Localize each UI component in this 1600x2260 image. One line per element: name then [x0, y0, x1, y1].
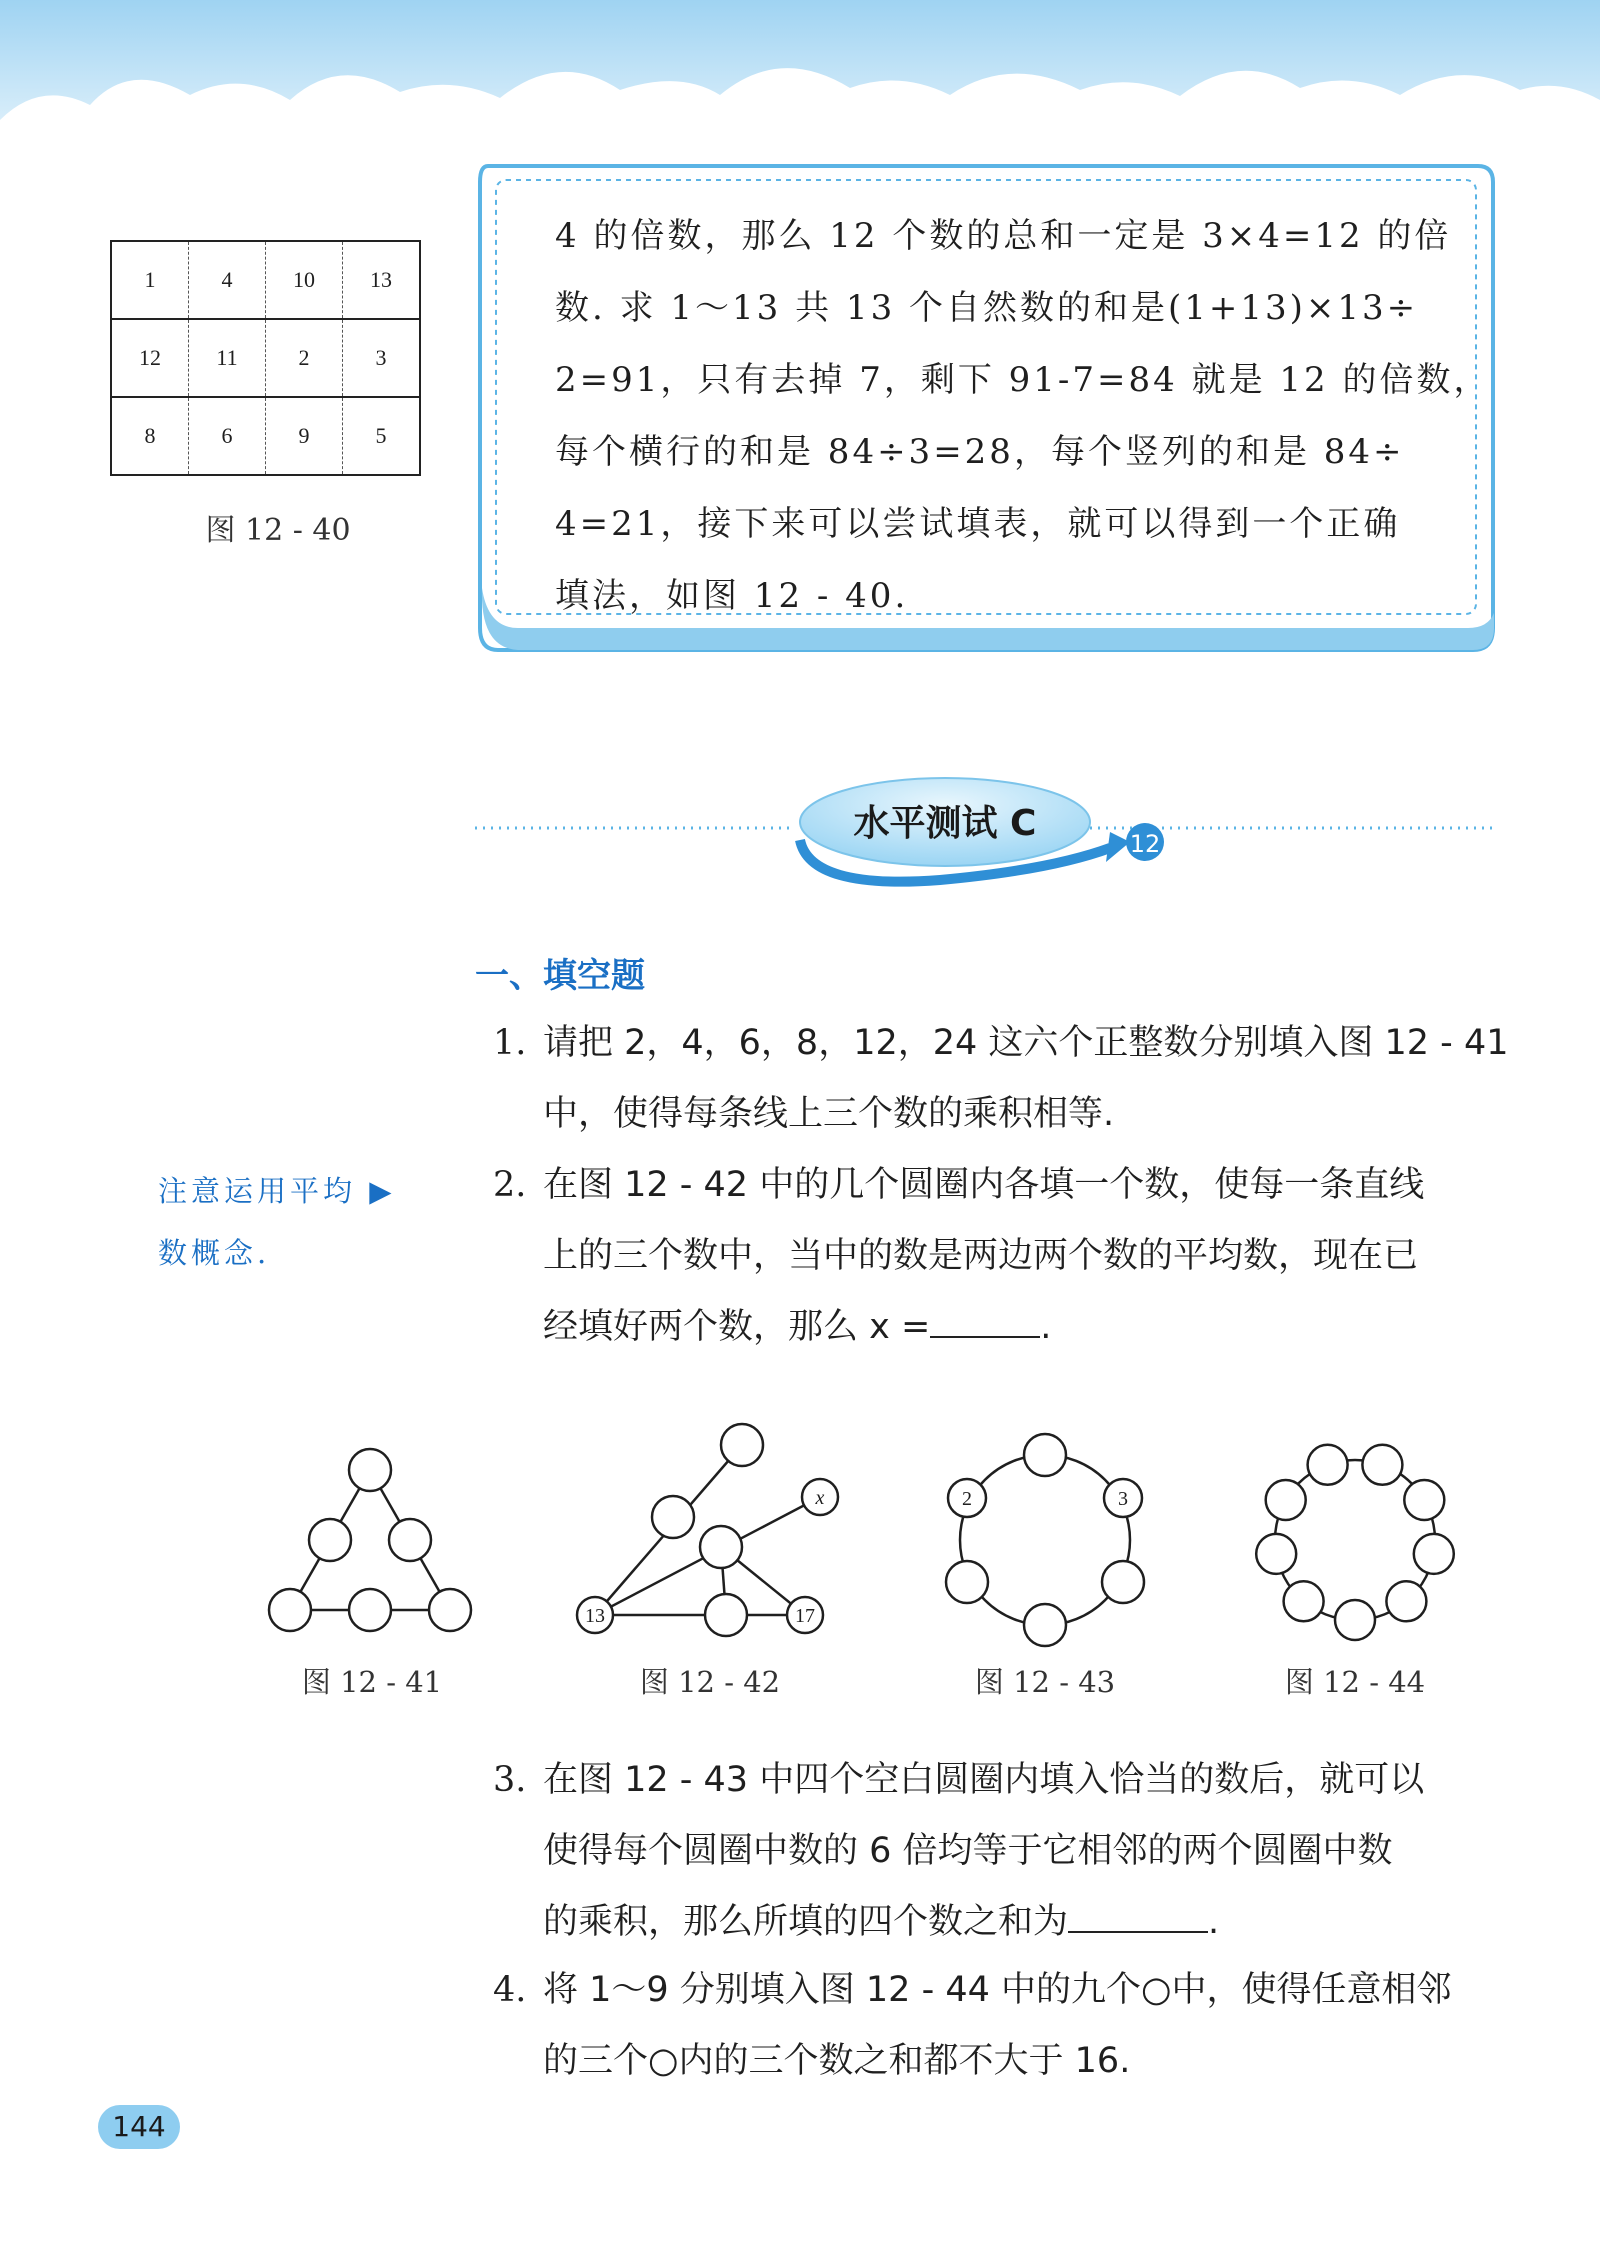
table-cell: 10: [266, 241, 343, 319]
blank-circle: [349, 1449, 391, 1491]
table-row: [111, 319, 420, 397]
figure-12-40-table: [110, 240, 421, 476]
blank-circle: [1386, 1581, 1426, 1621]
question-text: .: [1040, 1307, 1052, 1347]
blank-circle: [1414, 1534, 1454, 1574]
question-text: 将 1～9 分别填入图 12 - 44 中的九个○中，使得任意相邻: [543, 1970, 1452, 2010]
blank-circle: [389, 1519, 431, 1561]
figure-12-44: [1256, 1445, 1454, 1640]
table-cell: 5: [343, 397, 421, 475]
blank-circle: [700, 1526, 742, 1568]
answer-blank[interactable]: [1068, 1901, 1208, 1933]
question-text: 的三个○内的三个数之和都不大于 16.: [543, 2041, 1131, 2081]
question-text: 上的三个数中，当中的数是两边两个数的平均数，现在已: [543, 1236, 1419, 1276]
figure-label: 2: [962, 1488, 972, 1510]
blank-circle: [721, 1424, 763, 1466]
blank-circle: [1308, 1445, 1348, 1485]
figure-caption: 图 12 - 42: [639, 1665, 781, 1699]
table-row: [111, 241, 420, 319]
explanation-line: 4=21，接下来可以尝试填表，就可以得到一个正确: [555, 504, 1401, 544]
answer-blank[interactable]: [930, 1306, 1040, 1338]
question-number: 1.: [493, 1023, 527, 1063]
question-4: [493, 1955, 1503, 2097]
blank-circle: [1266, 1480, 1306, 1520]
chapter-badge: 12: [1129, 830, 1161, 858]
explanation-line: 2=91，只有去掉 7，剩下 91-7=84 就是 12 的倍数，: [555, 360, 1491, 400]
table-cell: 12: [111, 319, 189, 397]
blank-circle: [1404, 1480, 1444, 1520]
table-cell: 2: [266, 319, 343, 397]
part-title: 一、填空题: [475, 956, 645, 996]
figure-12-41: [269, 1449, 471, 1631]
question-text: 在图 12 - 42 中的几个圆圈内各填一个数，使每一条直线: [543, 1165, 1425, 1205]
table-row: [111, 397, 420, 475]
blank-circle: [705, 1594, 747, 1636]
figure-label: 13: [585, 1605, 605, 1627]
table-cell: 3: [343, 319, 421, 397]
blank-circle: [429, 1589, 471, 1631]
blank-circle: [1335, 1600, 1375, 1640]
blank-circle: [1284, 1581, 1324, 1621]
page-number: 144: [98, 2105, 180, 2149]
blank-circle: [349, 1589, 391, 1631]
question-number: 4.: [493, 1970, 527, 2010]
question-3: [493, 1745, 1503, 1958]
side-note-line: 数概念.: [158, 1236, 271, 1270]
figure-label: x: [815, 1487, 825, 1509]
section-heading: [470, 770, 1500, 910]
page-header-clouds: [0, 0, 1600, 150]
table-cell: 4: [189, 241, 266, 319]
table-cell: 13: [343, 241, 421, 319]
section-title: 水平测试 C: [853, 803, 1037, 844]
question-text: 经填好两个数，那么 x =: [543, 1307, 931, 1347]
explanation-line: 数. 求 1～13 共 13 个自然数的和是(1+13)×13÷: [555, 288, 1419, 328]
figure-12-40-caption: 图 12 - 40: [205, 513, 351, 548]
blank-circle: [269, 1589, 311, 1631]
explanation-line: 4 的倍数，那么 12 个数的总和一定是 3×4=12 的倍: [555, 216, 1452, 256]
explanation-text: [555, 200, 1491, 632]
side-note: [158, 1160, 438, 1284]
figure-caption: 图 12 - 44: [1284, 1665, 1426, 1699]
figure-12-43: [946, 1434, 1144, 1646]
question-text: 使得每个圆圈中数的 6 倍均等于它相邻的两个圆圈中数: [543, 1831, 1393, 1871]
blank-circle: [1256, 1534, 1296, 1574]
question-number: 2.: [493, 1165, 527, 1205]
question-text: 请把 2，4，6，8，12，24 这六个正整数分别填入图 12 - 41: [543, 1023, 1509, 1063]
figure-label: 17: [795, 1605, 815, 1627]
blank-circle: [652, 1496, 694, 1538]
question-1: [493, 1008, 1509, 1150]
table-cell: 6: [189, 397, 266, 475]
question-text: 中，使得每条线上三个数的乘积相等.: [543, 1094, 1115, 1134]
figure-caption: 图 12 - 41: [301, 1665, 443, 1699]
figures-row: [250, 1400, 1500, 1720]
blank-circle: [1362, 1445, 1402, 1485]
table-cell: 9: [266, 397, 343, 475]
explanation-line: 填法，如图 12 - 40.: [555, 576, 909, 616]
side-note-line: 注意运用平均 ▶: [158, 1174, 396, 1208]
table-cell: 11: [189, 319, 266, 397]
explanation-line: 每个横行的和是 84÷3=28，每个竖列的和是 84÷: [555, 432, 1405, 472]
blank-circle: [309, 1519, 351, 1561]
question-text: .: [1208, 1902, 1220, 1942]
figure-caption: 图 12 - 43: [974, 1665, 1116, 1699]
table-cell: 1: [111, 241, 189, 319]
figure-label: 3: [1118, 1488, 1128, 1510]
question-text: 在图 12 - 43 中四个空白圆圈内填入恰当的数后，就可以: [543, 1760, 1425, 1800]
question-2: [493, 1150, 1503, 1363]
table-cell: 8: [111, 397, 189, 475]
question-number: 3.: [493, 1760, 527, 1800]
question-text: 的乘积，那么所填的四个数之和为: [543, 1902, 1069, 1942]
